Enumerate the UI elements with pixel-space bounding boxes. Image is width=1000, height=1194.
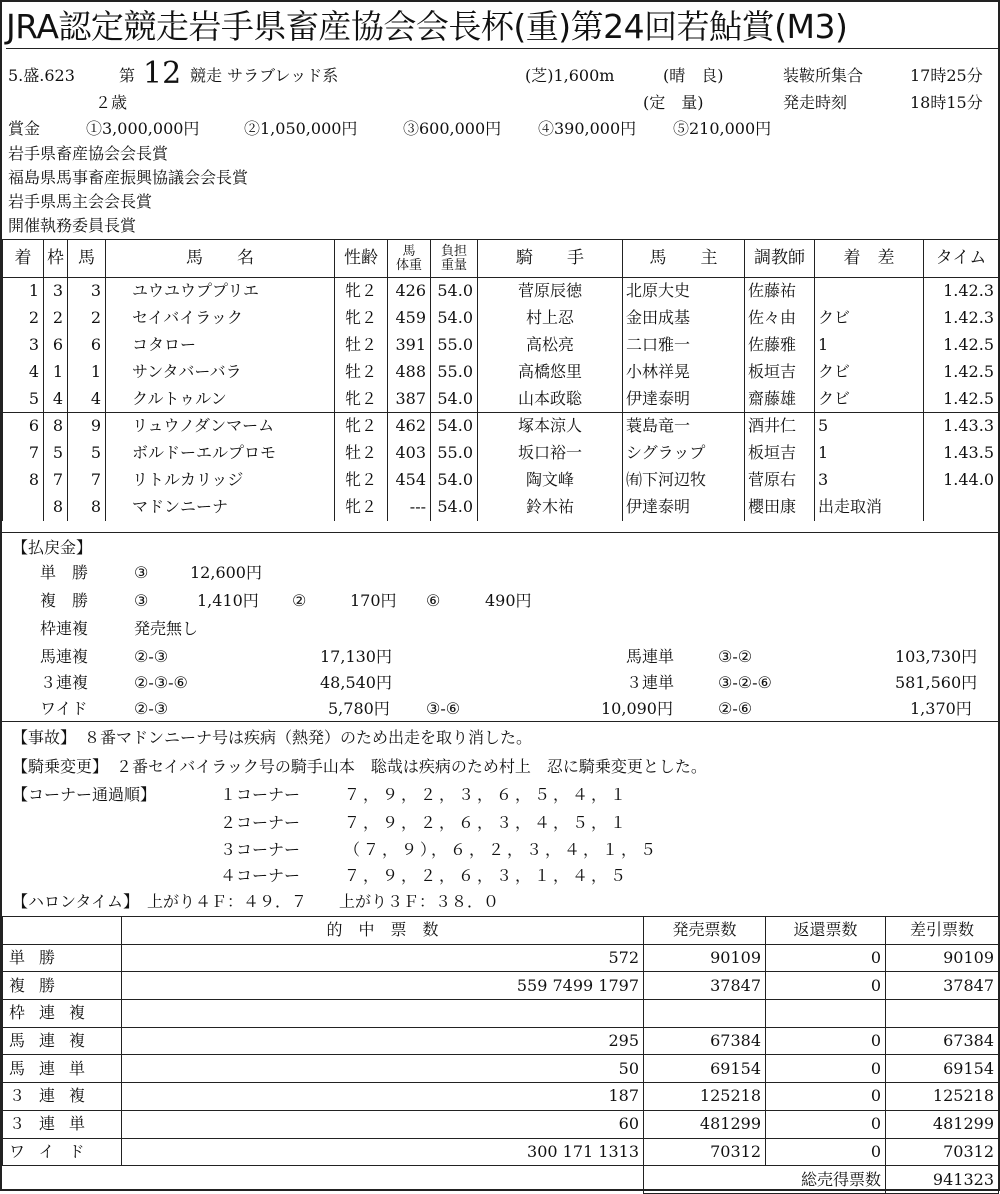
cell-sex-age: 牡２	[335, 332, 388, 359]
cell-bracket: 2	[44, 305, 68, 332]
col-carried-weight: 負担 重量	[431, 240, 478, 278]
col-jockey: 騎 手	[478, 240, 623, 278]
cell-position: 1	[3, 278, 44, 305]
quinella-amount: 17,130円	[320, 647, 392, 666]
total-label: 総売得票数	[644, 1166, 886, 1194]
cell-position: 6	[3, 413, 44, 440]
cell-bet-type: 馬連単	[3, 1055, 122, 1083]
cell-net: 67384	[886, 1027, 999, 1055]
race-number-prefix: 第	[119, 66, 136, 85]
cell-position: 7	[3, 440, 44, 467]
start-time: 18時15分	[910, 93, 983, 112]
cell-trainer: 酒井仁	[745, 413, 815, 440]
award: 岩手県馬主会会長賞	[8, 192, 153, 211]
cell-sold: 37847	[644, 972, 766, 1000]
sales-row	[3, 944, 999, 972]
cell-body-weight: 462	[388, 413, 431, 440]
prize-4: ④390,000円	[538, 119, 637, 138]
cell-body-weight: 488	[388, 359, 431, 386]
cell-trainer: 菅原右	[745, 467, 815, 494]
cell-margin: 1	[815, 332, 924, 359]
cell-hits: 295	[122, 1027, 644, 1055]
cell-carried-weight: 54.0	[431, 278, 478, 305]
cell-sex-age: 牝２	[335, 494, 388, 521]
place-combo: ⑥	[426, 591, 441, 610]
cell-refund: 0	[766, 1110, 886, 1138]
cell-jockey: 塚本涼人	[478, 413, 623, 440]
cell-carried-weight: 54.0	[431, 467, 478, 494]
corner-order: ７，９，２，６，３，４，５，１	[344, 813, 630, 832]
cell-jockey: 山本政聡	[478, 386, 623, 413]
result-row	[3, 278, 999, 305]
cell-horse-name: クルトゥルン	[106, 386, 335, 413]
cell-horse-name: コタロー	[106, 332, 335, 359]
cell-horse-number: 1	[68, 359, 106, 386]
corner-order: ７，９，２，３，６，５，４，１	[344, 785, 630, 804]
cell-jockey: 高松亮	[478, 332, 623, 359]
col-position: 着	[3, 240, 44, 278]
trio-label: ３連複	[40, 673, 89, 692]
prize-label: 賞金	[8, 119, 41, 138]
cell-owner: 金田成基	[623, 305, 745, 332]
sales-row	[3, 972, 999, 1000]
race-category: 競走 サラブレッド系	[190, 66, 339, 85]
results-table	[2, 239, 999, 521]
result-row	[3, 359, 999, 386]
cell-horse-name: リュウノダンマーム	[106, 413, 335, 440]
result-row	[3, 440, 999, 467]
cell-position	[3, 494, 44, 521]
accident-note: 【事故】 ８番マドンニーナ号は疾病（熱発）のため出走を取り消した。	[12, 728, 533, 747]
cell-horse-number: 6	[68, 332, 106, 359]
cell-margin	[815, 278, 924, 305]
race-title: JRA認定競走岩手県畜産協会会長杯(重)第24回若鮎賞(M3)	[6, 5, 998, 49]
cell-horse-name: ボルドーエルプロモ	[106, 440, 335, 467]
cell-carried-weight: 55.0	[431, 440, 478, 467]
cell-net: 37847	[886, 972, 999, 1000]
cell-sold: 69154	[644, 1055, 766, 1083]
cell-sex-age: 牡２	[335, 440, 388, 467]
cell-horse-name: マドンニーナ	[106, 494, 335, 521]
cell-position: 5	[3, 386, 44, 413]
trifecta-combo: ③-②-⑥	[718, 673, 772, 692]
cell-bet-type: 枠連複	[3, 1000, 122, 1028]
wide-amount: 10,090円	[601, 699, 673, 718]
col-margin: 着 差	[815, 240, 924, 278]
cell-trainer: 板垣吉	[745, 440, 815, 467]
cell-bracket: 4	[44, 386, 68, 413]
cell-trainer: 佐々由	[745, 305, 815, 332]
cell-trainer: 板垣吉	[745, 359, 815, 386]
cell-bet-type: 単勝	[3, 944, 122, 972]
cell-time: 1.43.3	[924, 413, 999, 440]
cell-net: 90109	[886, 944, 999, 972]
wide-amount: 1,370円	[910, 699, 972, 718]
cell-time: 1.42.5	[924, 332, 999, 359]
bracket-value: 発売無し	[134, 619, 199, 638]
cell-position: 4	[3, 359, 44, 386]
race-number: 12	[143, 56, 182, 91]
win-combo: ③	[134, 563, 149, 582]
corner-label: ３コーナー	[220, 840, 301, 859]
award: 福島県馬事畜産振興協議会会長賞	[8, 168, 249, 187]
place-amount: 1,410円	[197, 591, 259, 610]
cell-margin: クビ	[815, 305, 924, 332]
award: 開催執務委員長賞	[8, 216, 137, 235]
col-bracket: 枠	[44, 240, 68, 278]
cell-horse-name: リトルカリッジ	[106, 467, 335, 494]
cell-body-weight: 403	[388, 440, 431, 467]
cell-margin: クビ	[815, 359, 924, 386]
cell-margin: 1	[815, 440, 924, 467]
cell-sold: 70312	[644, 1138, 766, 1166]
cell-bracket: 8	[44, 494, 68, 521]
col-body-weight: 馬 体重	[388, 240, 431, 278]
wide-combo: ③-⑥	[426, 699, 461, 718]
place-amount: 170円	[350, 591, 397, 610]
cell-jockey: 高橋悠里	[478, 359, 623, 386]
cell-owner: 伊達泰明	[623, 494, 745, 521]
trifecta-label: ３連単	[626, 673, 675, 692]
cell-horse-name: ユウユウププリエ	[106, 278, 335, 305]
place-combo: ②	[292, 591, 307, 610]
cell-jockey: 村上忍	[478, 305, 623, 332]
prize-2: ②1,050,000円	[244, 119, 358, 138]
cell-horse-number: 9	[68, 413, 106, 440]
cell-sold	[644, 1000, 766, 1028]
cell-horse-number: 4	[68, 386, 106, 413]
result-row	[3, 467, 999, 494]
cell-refund: 0	[766, 944, 886, 972]
sales-total-row	[3, 1166, 999, 1194]
win-label: 単 勝	[40, 563, 89, 582]
total-value: 941323	[886, 1166, 999, 1194]
cell-refund: 0	[766, 1027, 886, 1055]
cell-horse-number: 7	[68, 467, 106, 494]
cell-body-weight: 387	[388, 386, 431, 413]
col-owner: 馬 主	[623, 240, 745, 278]
prize-3: ③600,000円	[403, 119, 502, 138]
cell-sold: 125218	[644, 1083, 766, 1111]
wide-amount: 5,780円	[328, 699, 390, 718]
col-net: 差引票数	[886, 917, 999, 945]
quinella-label: 馬連複	[40, 647, 89, 666]
cell-refund: 0	[766, 1083, 886, 1111]
cell-jockey: 菅原辰徳	[478, 278, 623, 305]
cell-horse-name: セイバイラック	[106, 305, 335, 332]
cell-owner: 小林祥晃	[623, 359, 745, 386]
cell-owner: 北原大史	[623, 278, 745, 305]
cell-trainer: 櫻田康	[745, 494, 815, 521]
cell-sold: 90109	[644, 944, 766, 972]
cell-refund: 0	[766, 972, 886, 1000]
cell-bet-type: ワイド	[3, 1138, 122, 1166]
payout-title: 【払戻金】	[12, 538, 93, 557]
result-row	[3, 305, 999, 332]
wide-combo: ②-③	[134, 699, 169, 718]
wide-combo: ②-⑥	[718, 699, 753, 718]
cell-time: 1.42.5	[924, 359, 999, 386]
cell-carried-weight: 55.0	[431, 359, 478, 386]
sales-row	[3, 1000, 999, 1028]
race-surface-distance: (芝)1,600m	[525, 66, 615, 85]
place-combo: ③	[134, 591, 149, 610]
cell-sex-age: 牝２	[335, 305, 388, 332]
trifecta-amount: 581,560円	[895, 673, 978, 692]
cell-trainer: 佐藤祐	[745, 278, 815, 305]
sales-row	[3, 1110, 999, 1138]
cell-body-weight: ---	[388, 494, 431, 521]
cell-time	[924, 494, 999, 521]
cell-position: 2	[3, 305, 44, 332]
cell-net: 70312	[886, 1138, 999, 1166]
result-row	[3, 386, 999, 413]
muster-time: 17時25分	[910, 66, 983, 85]
cell-jockey: 坂口裕一	[478, 440, 623, 467]
exacta-combo: ③-②	[718, 647, 753, 666]
col-sex-age: 性齢	[335, 240, 388, 278]
cell-bracket: 7	[44, 467, 68, 494]
corner-order-label: 【コーナー通過順】	[12, 785, 157, 804]
corner-order: ７，９，２，６，３，１，４，５	[344, 866, 630, 885]
cell-sex-age: 牝２	[335, 386, 388, 413]
wide-label: ワイド	[40, 699, 88, 718]
cell-net	[886, 1000, 999, 1028]
jockey-change-note: 【騎乗変更】 ２番セイバイラック号の騎手山本 聡哉は疾病のため村上 忍に騎乗変更とした。	[12, 757, 707, 776]
cell-bet-type: 馬連複	[3, 1027, 122, 1055]
race-code: 5.盛.623	[8, 66, 75, 85]
cell-margin: 出走取消	[815, 494, 924, 521]
cell-bet-type: ３連単	[3, 1110, 122, 1138]
cell-hits	[122, 1000, 644, 1028]
corner-order: （７，９），６，２，３，４，１，５	[344, 840, 660, 859]
cell-margin: 3	[815, 467, 924, 494]
cell-hits: 187	[122, 1083, 644, 1111]
cell-net: 69154	[886, 1055, 999, 1083]
quinella-combo: ②-③	[134, 647, 169, 666]
cell-sold: 481299	[644, 1110, 766, 1138]
cell-time: 1.42.3	[924, 305, 999, 332]
cell-net: 481299	[886, 1110, 999, 1138]
cell-time: 1.43.5	[924, 440, 999, 467]
cell-carried-weight: 54.0	[431, 386, 478, 413]
sales-row	[3, 1083, 999, 1111]
cell-body-weight: 426	[388, 278, 431, 305]
muster-label: 装鞍所集合	[783, 66, 864, 85]
race-weight-rule: (定 量)	[643, 93, 704, 112]
cell-refund: 0	[766, 1138, 886, 1166]
cell-hits: 559 7499 1797	[122, 972, 644, 1000]
cell-time: 1.42.5	[924, 386, 999, 413]
place-amount: 490円	[485, 591, 532, 610]
cell-horse-name: サンタバーバラ	[106, 359, 335, 386]
cell-position: 3	[3, 332, 44, 359]
win-amount: 12,600円	[190, 563, 262, 582]
cell-owner: 伊達泰明	[623, 386, 745, 413]
cell-bracket: 6	[44, 332, 68, 359]
cell-hits: 300 171 1313	[122, 1138, 644, 1166]
cell-body-weight: 391	[388, 332, 431, 359]
cell-hits: 50	[122, 1055, 644, 1083]
cell-horse-number: 8	[68, 494, 106, 521]
cell-horse-number: 3	[68, 278, 106, 305]
cell-sold: 67384	[644, 1027, 766, 1055]
cell-carried-weight: 54.0	[431, 305, 478, 332]
cell-position: 8	[3, 467, 44, 494]
cell-hits: 572	[122, 944, 644, 972]
trio-amount: 48,540円	[320, 673, 392, 692]
sales-row	[3, 1138, 999, 1166]
cell-bracket: 8	[44, 413, 68, 440]
start-label: 発走時刻	[783, 93, 848, 112]
place-label: 複 勝	[40, 591, 89, 610]
cell-carried-weight: 54.0	[431, 494, 478, 521]
cell-owner: シグラップ	[623, 440, 745, 467]
result-row	[3, 494, 999, 521]
cell-bet-type: 複勝	[3, 972, 122, 1000]
sales-table	[2, 916, 999, 1194]
cell-margin: 5	[815, 413, 924, 440]
cell-bracket: 3	[44, 278, 68, 305]
cell-owner: 蓑島竜一	[623, 413, 745, 440]
cell-refund: 0	[766, 1055, 886, 1083]
bracket-label: 枠連複	[40, 619, 89, 638]
prize-5: ⑤210,000円	[673, 119, 772, 138]
corner-label: １コーナー	[220, 785, 301, 804]
award: 岩手県畜産協会会長賞	[8, 144, 169, 163]
cell-refund	[766, 1000, 886, 1028]
results-header-row	[3, 240, 999, 278]
exacta-label: 馬連単	[626, 647, 675, 666]
col-horse-name: 馬 名	[106, 240, 335, 278]
cell-carried-weight: 54.0	[431, 413, 478, 440]
sales-row	[3, 1055, 999, 1083]
cell-net: 125218	[886, 1083, 999, 1111]
col-refund: 返還票数	[766, 917, 886, 945]
cell-bet-type: ３連複	[3, 1083, 122, 1111]
corner-label: ２コーナー	[220, 813, 301, 832]
result-row	[3, 413, 999, 440]
race-age: ２歳	[95, 93, 128, 112]
cell-sex-age: 牝２	[335, 278, 388, 305]
race-weather: (晴 良)	[663, 66, 724, 85]
cell-sex-age: 牝２	[335, 467, 388, 494]
col-time: タイム	[924, 240, 999, 278]
furlong-time: 【ハロンタイム】 上がり４Ｆ：４９．７ 上がり３Ｆ：３８．０	[12, 892, 500, 911]
col-horse-number: 馬	[68, 240, 106, 278]
col-hits: 的 中 票 数	[122, 917, 644, 945]
cell-jockey: 陶文峰	[478, 467, 623, 494]
sales-header-row	[3, 917, 999, 945]
cell-bracket: 5	[44, 440, 68, 467]
cell-hits: 60	[122, 1110, 644, 1138]
cell-margin: クビ	[815, 386, 924, 413]
cell-horse-number: 2	[68, 305, 106, 332]
exacta-amount: 103,730円	[895, 647, 978, 666]
cell-sex-age: 牡２	[335, 359, 388, 386]
cell-owner: 二口雅一	[623, 332, 745, 359]
cell-sex-age: 牝２	[335, 413, 388, 440]
cell-time: 1.42.3	[924, 278, 999, 305]
col-trainer: 調教師	[745, 240, 815, 278]
corner-label: ４コーナー	[220, 866, 301, 885]
cell-body-weight: 454	[388, 467, 431, 494]
trio-combo: ②-③-⑥	[134, 673, 188, 692]
prize-1: ①3,000,000円	[86, 119, 200, 138]
col-sold: 発売票数	[644, 917, 766, 945]
result-row	[3, 332, 999, 359]
cell-trainer: 佐藤雅	[745, 332, 815, 359]
sales-row	[3, 1027, 999, 1055]
cell-time: 1.44.0	[924, 467, 999, 494]
cell-jockey: 鈴木祐	[478, 494, 623, 521]
cell-owner: ㈲下河辺牧	[623, 467, 745, 494]
cell-carried-weight: 55.0	[431, 332, 478, 359]
cell-horse-number: 5	[68, 440, 106, 467]
cell-bracket: 1	[44, 359, 68, 386]
cell-trainer: 齋藤雄	[745, 386, 815, 413]
cell-body-weight: 459	[388, 305, 431, 332]
